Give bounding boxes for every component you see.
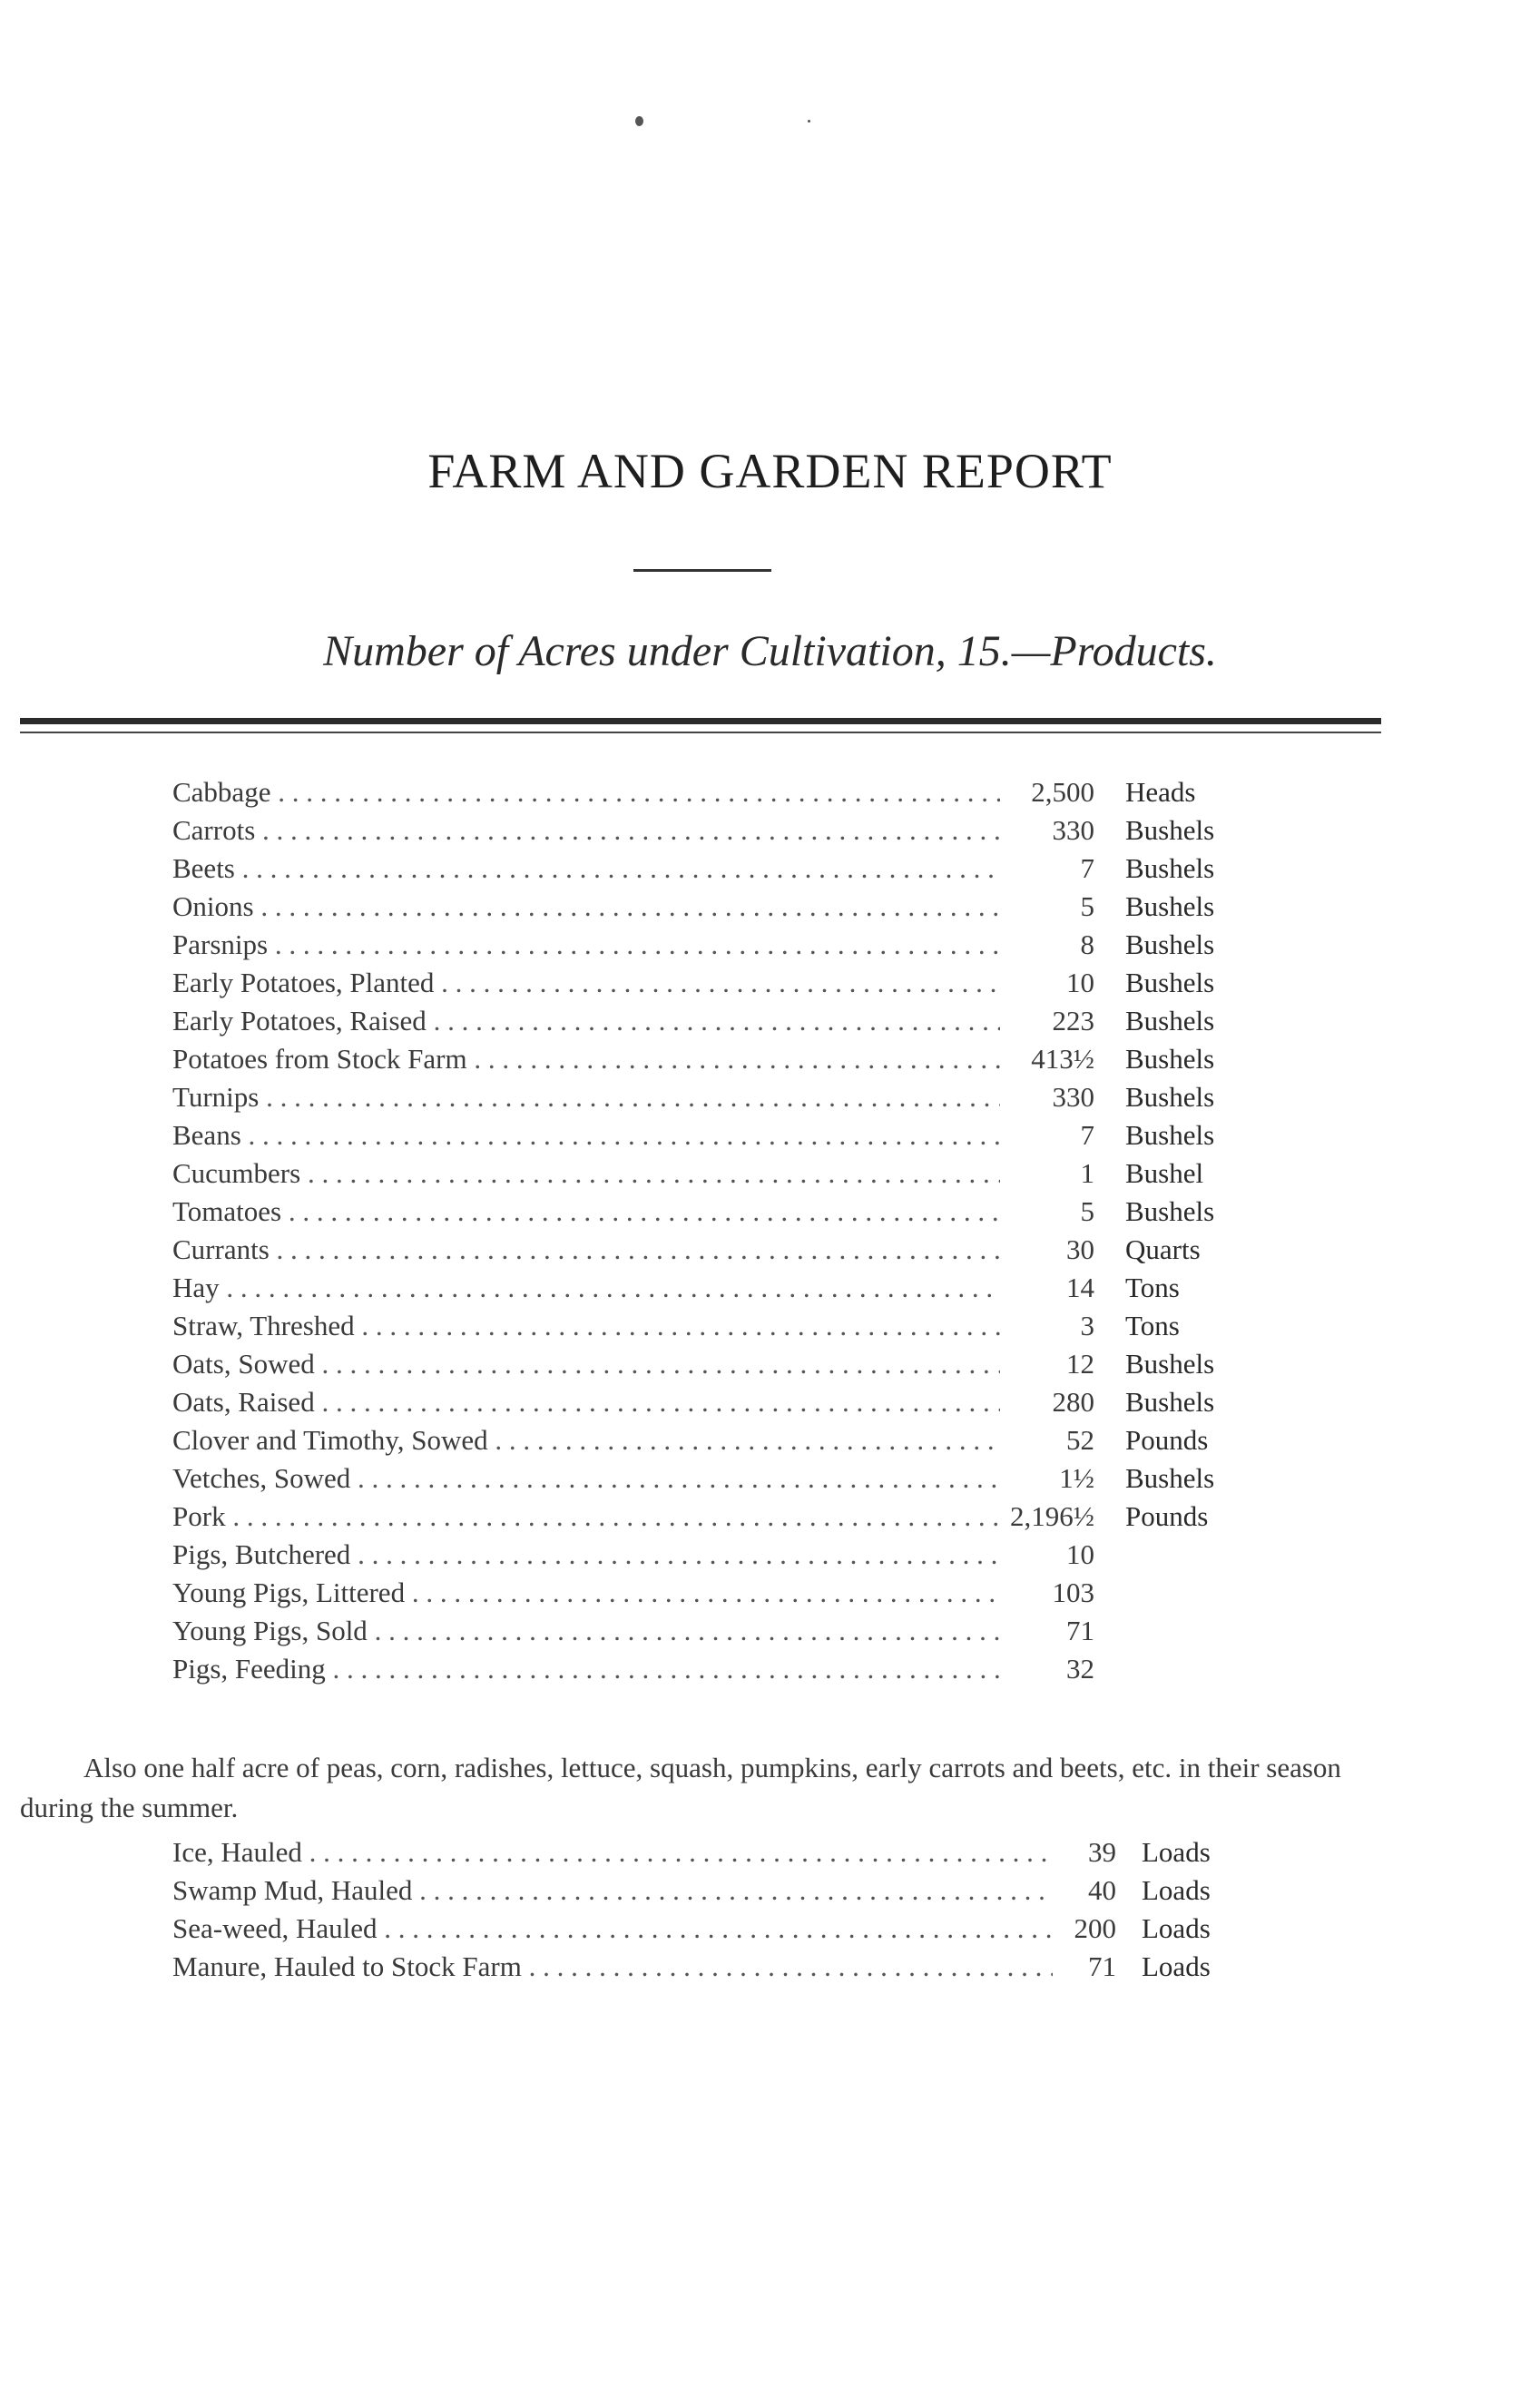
row-quantity: 413½ [1031, 1043, 1094, 1075]
row-item: Vetches, Sowed . . . [172, 1459, 1000, 1498]
row-item: Potatoes from Stock Farm . . . [172, 1040, 1000, 1078]
row-unit: Loads [1142, 1912, 1211, 1944]
row-unit: Bushel [1125, 1157, 1204, 1189]
table-row [172, 1910, 1280, 1948]
row-item: Young Pigs, Littered . . . [172, 1574, 1000, 1612]
title-divider [633, 569, 771, 572]
table-row [172, 1269, 1280, 1307]
row-unit: Tons [1125, 1272, 1180, 1303]
note-paragraph: Also one half acre of peas, corn, radishes, lettuce, squash, pumpkins, early carrots and beets, etc. in their season during the summer. [20, 1752, 1341, 1823]
ink-speck [635, 116, 643, 126]
table-row [172, 1459, 1280, 1498]
row-item: Hay . . . [172, 1269, 1000, 1307]
row-unit: Bushels [1125, 1005, 1215, 1036]
header-rule-thin [20, 732, 1381, 733]
row-quantity: 10 [1066, 1538, 1094, 1570]
table-row [172, 1193, 1280, 1231]
row-item: Clover and Timothy, Sowed . . . [172, 1421, 1000, 1459]
row-unit: Tons [1125, 1310, 1180, 1341]
table-row [172, 1345, 1280, 1383]
row-unit: Pounds [1125, 1424, 1209, 1456]
row-quantity: 330 [1052, 814, 1094, 846]
row-unit: Bushels [1125, 1081, 1215, 1113]
row-quantity: 71 [1066, 1615, 1094, 1646]
row-unit: Bushels [1125, 1348, 1215, 1380]
row-item: Oats, Sowed . . . [172, 1345, 1000, 1383]
row-item: Cabbage . . . [172, 773, 1000, 811]
table-row [172, 811, 1280, 850]
row-unit: Quarts [1125, 1233, 1201, 1265]
row-item: Pork . . . [172, 1498, 1000, 1536]
table-row [172, 850, 1280, 888]
row-item: Onions . . . [172, 888, 1000, 926]
row-quantity: 14 [1066, 1272, 1094, 1303]
row-quantity: 30 [1066, 1233, 1094, 1265]
row-item: Sea-weed, Hauled . . . [172, 1910, 1053, 1948]
row-unit: Bushels [1125, 1195, 1215, 1227]
row-item: Swamp Mud, Hauled . . . [172, 1871, 1053, 1910]
row-unit: Pounds [1125, 1500, 1209, 1532]
row-item: Tomatoes . . . [172, 1193, 1000, 1231]
row-unit: Bushels [1125, 1043, 1215, 1075]
table-row [172, 1833, 1280, 1871]
row-item: Early Potatoes, Raised . . . [172, 1002, 1000, 1040]
table-row [172, 888, 1280, 926]
row-quantity: 5 [1080, 890, 1094, 922]
row-quantity: 5 [1080, 1195, 1094, 1227]
row-quantity: 200 [1074, 1912, 1116, 1944]
row-item: Beans . . . [172, 1116, 1000, 1154]
row-quantity: 71 [1088, 1950, 1116, 1982]
hauling-table [172, 1833, 1280, 1986]
row-item: Oats, Raised . . . [172, 1383, 1000, 1421]
table-row [172, 1231, 1280, 1269]
row-item: Pigs, Butchered . . . [172, 1536, 1000, 1574]
row-item: Currants . . . [172, 1231, 1000, 1269]
row-unit: Bushels [1125, 967, 1215, 998]
row-quantity: 103 [1052, 1577, 1094, 1608]
row-quantity: 52 [1066, 1424, 1094, 1456]
row-unit: Loads [1142, 1836, 1211, 1868]
row-unit: Loads [1142, 1950, 1211, 1982]
row-quantity: 7 [1080, 1119, 1094, 1151]
table-row [172, 964, 1280, 1002]
table-row [172, 1040, 1280, 1078]
row-quantity: 3 [1080, 1310, 1094, 1341]
row-item: Pigs, Feeding . . . [172, 1650, 1000, 1688]
row-unit: Bushels [1125, 814, 1215, 846]
row-item: Manure, Hauled to Stock Farm . . . [172, 1948, 1053, 1986]
row-unit: Bushels [1125, 1386, 1215, 1418]
row-unit: Bushels [1125, 890, 1215, 922]
row-quantity: 39 [1088, 1836, 1116, 1868]
row-item: Ice, Hauled . . . [172, 1833, 1053, 1871]
table-row [172, 1650, 1280, 1688]
row-unit: Bushels [1125, 852, 1215, 884]
row-item: Early Potatoes, Planted . . . [172, 964, 1000, 1002]
table-row [172, 1078, 1280, 1116]
table-row [172, 1116, 1280, 1154]
table-row [172, 1536, 1280, 1574]
row-unit: Heads [1125, 776, 1196, 808]
row-quantity: 32 [1066, 1653, 1094, 1685]
row-quantity: 8 [1080, 928, 1094, 960]
row-unit: Bushels [1125, 928, 1215, 960]
row-quantity: 7 [1080, 852, 1094, 884]
row-item: Cucumbers . . . [172, 1154, 1000, 1193]
row-quantity: 40 [1088, 1874, 1116, 1906]
ink-speck [808, 120, 810, 123]
table-row [172, 1498, 1280, 1536]
table-row [172, 1383, 1280, 1421]
table-row [172, 1948, 1280, 1986]
table-row [172, 1421, 1280, 1459]
row-quantity: 330 [1052, 1081, 1094, 1113]
table-row [172, 1871, 1280, 1910]
row-quantity: 1½ [1059, 1462, 1094, 1494]
table-row [172, 773, 1280, 811]
table-row [172, 1574, 1280, 1612]
row-quantity: 12 [1066, 1348, 1094, 1380]
row-unit: Bushels [1125, 1462, 1215, 1494]
table-row [172, 1612, 1280, 1650]
row-quantity: 280 [1052, 1386, 1094, 1418]
row-quantity: 2,500 [1031, 776, 1094, 808]
row-quantity: 223 [1052, 1005, 1094, 1036]
row-quantity: 10 [1066, 967, 1094, 998]
row-unit: Loads [1142, 1874, 1211, 1906]
row-item: Young Pigs, Sold . . . [172, 1612, 1000, 1650]
table-row [172, 1307, 1280, 1345]
table-row [172, 926, 1280, 964]
row-quantity: 1 [1080, 1157, 1094, 1189]
table-row [172, 1002, 1280, 1040]
row-item: Turnips . . . [172, 1078, 1000, 1116]
header-rule-thick [20, 718, 1381, 724]
products-table [172, 773, 1280, 1688]
row-item: Beets . . . [172, 850, 1000, 888]
row-item: Carrots . . . [172, 811, 1000, 850]
row-item: Straw, Threshed . . . [172, 1307, 1000, 1345]
table-row [172, 1154, 1280, 1193]
row-unit: Bushels [1125, 1119, 1215, 1151]
row-item: Parsnips . . . [172, 926, 1000, 964]
page-subtitle: Number of Acres under Cultivation, 15.—Products. [323, 627, 1217, 675]
page-title: FARM AND GARDEN REPORT [427, 444, 1113, 498]
row-quantity: 2,196½ [1010, 1500, 1094, 1532]
